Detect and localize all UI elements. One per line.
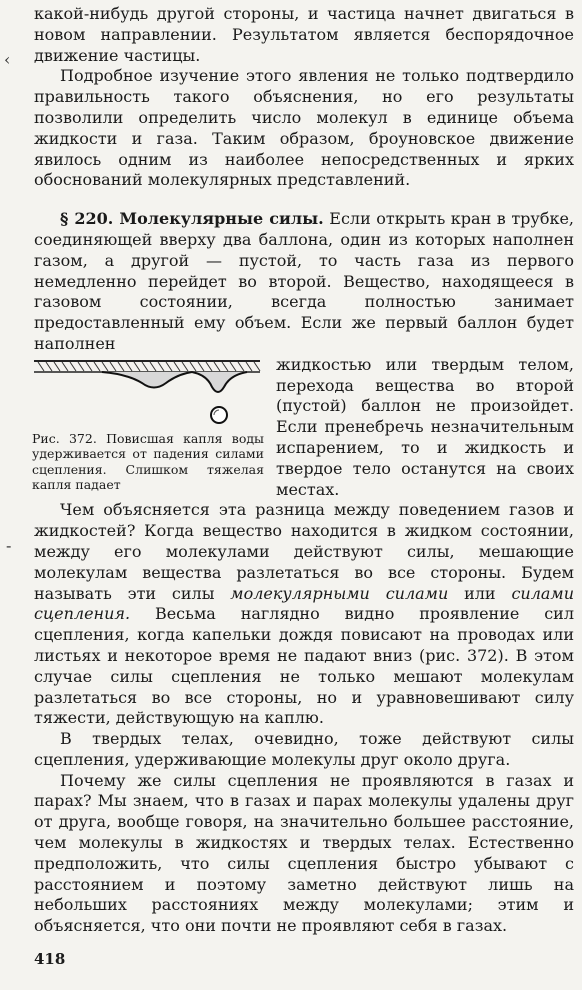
paragraph: Подробное изучение этого явления не только подтвердило правильность такого объяснения, но его результаты позволили определить число молекул в единице объема жидкости и газа. Таким образом, броуновское движение явилось одним из наиболее непосредственных и ярких обоснований молекулярных представлений.: [34, 66, 574, 190]
hanging-drop-illustration: [32, 357, 264, 429]
paragraph-beside-figure: жидкостью или твердым телом, перехода вещества во второй (пустой) баллон не произойдет. Если пренебречь незначительным испарением, то и жидкость и твердое тело останутся на своих местах.: [276, 354, 574, 499]
margin-mark: -: [6, 536, 12, 555]
page-body: [34, 4, 574, 937]
paragraph: какой-нибудь другой стороны, и частица начнет двигаться в новом направлении. Результатом является беспорядочное движение частицы.: [34, 4, 574, 65]
margin-mark: ‹: [4, 50, 11, 69]
section-paragraph: [34, 209, 574, 355]
section-intro: Если открыть кран в трубке, соединяющей вверху два баллона, один из которых наполнен газом, а другой — пустой, то часть газа из первого немедленно перейдет во второй. Вещество, находящееся в газовом состоянии, всегда полностью занимает предоставленный ему объем. Если же первый баллон будет наполнен: [34, 209, 575, 353]
section-title: § 220. Молекулярные силы.: [60, 209, 324, 229]
term-molecular-forces: молекулярными силами: [230, 583, 449, 603]
figure-372: [32, 357, 264, 493]
paragraph: В твердых телах, очевидно, тоже действуют силы сцепления, удерживающие молекулы друг около друга.: [34, 729, 574, 769]
paragraph: Почему же силы сцепления не проявляются в газах и парах? Мы знаем, что в газах и парах молекулы удалены друг от друга, вообще говоря, на значительно большее расстояние, чем молекулы в жидкостях и твердых телах. Естественно предположить, что силы сцепления быстро убывают с расстоянием и поэтому заметно действуют лишь на небольших расстояниях между молекулами; этим и объясняется, что они почти не проявляют себя в газах.: [34, 770, 574, 936]
figure-caption: Рис. 372. Повисшая капля воды удерживается от падения силами сцепления. Слишком тяжелая капля падает: [32, 430, 264, 493]
text-run: Весьма наглядно видно проявление сил сцепления, когда капельки дождя повисают на проводах или листьях и некоторое время не падают вниз (рис. 372). В этом случае силы сцепления не только мешают молекулам разлетаться во все стороны, но и уравновешивают силу тяжести, действующую на каплю.: [34, 604, 574, 728]
text-run: Чем объясняется эта разница между поведением газов и жидкостей? Когда вещество находится в жидком состоянии, между его молекулами действуют силы, мешающие молекулам вещества разлетаться во все стороны. Будем называть эти силы: [34, 500, 574, 603]
term-cohesion-forces: силами сцепления.: [34, 583, 574, 624]
page-number: 418: [34, 950, 66, 968]
text-run: или: [464, 583, 496, 603]
paragraph: [34, 500, 574, 729]
